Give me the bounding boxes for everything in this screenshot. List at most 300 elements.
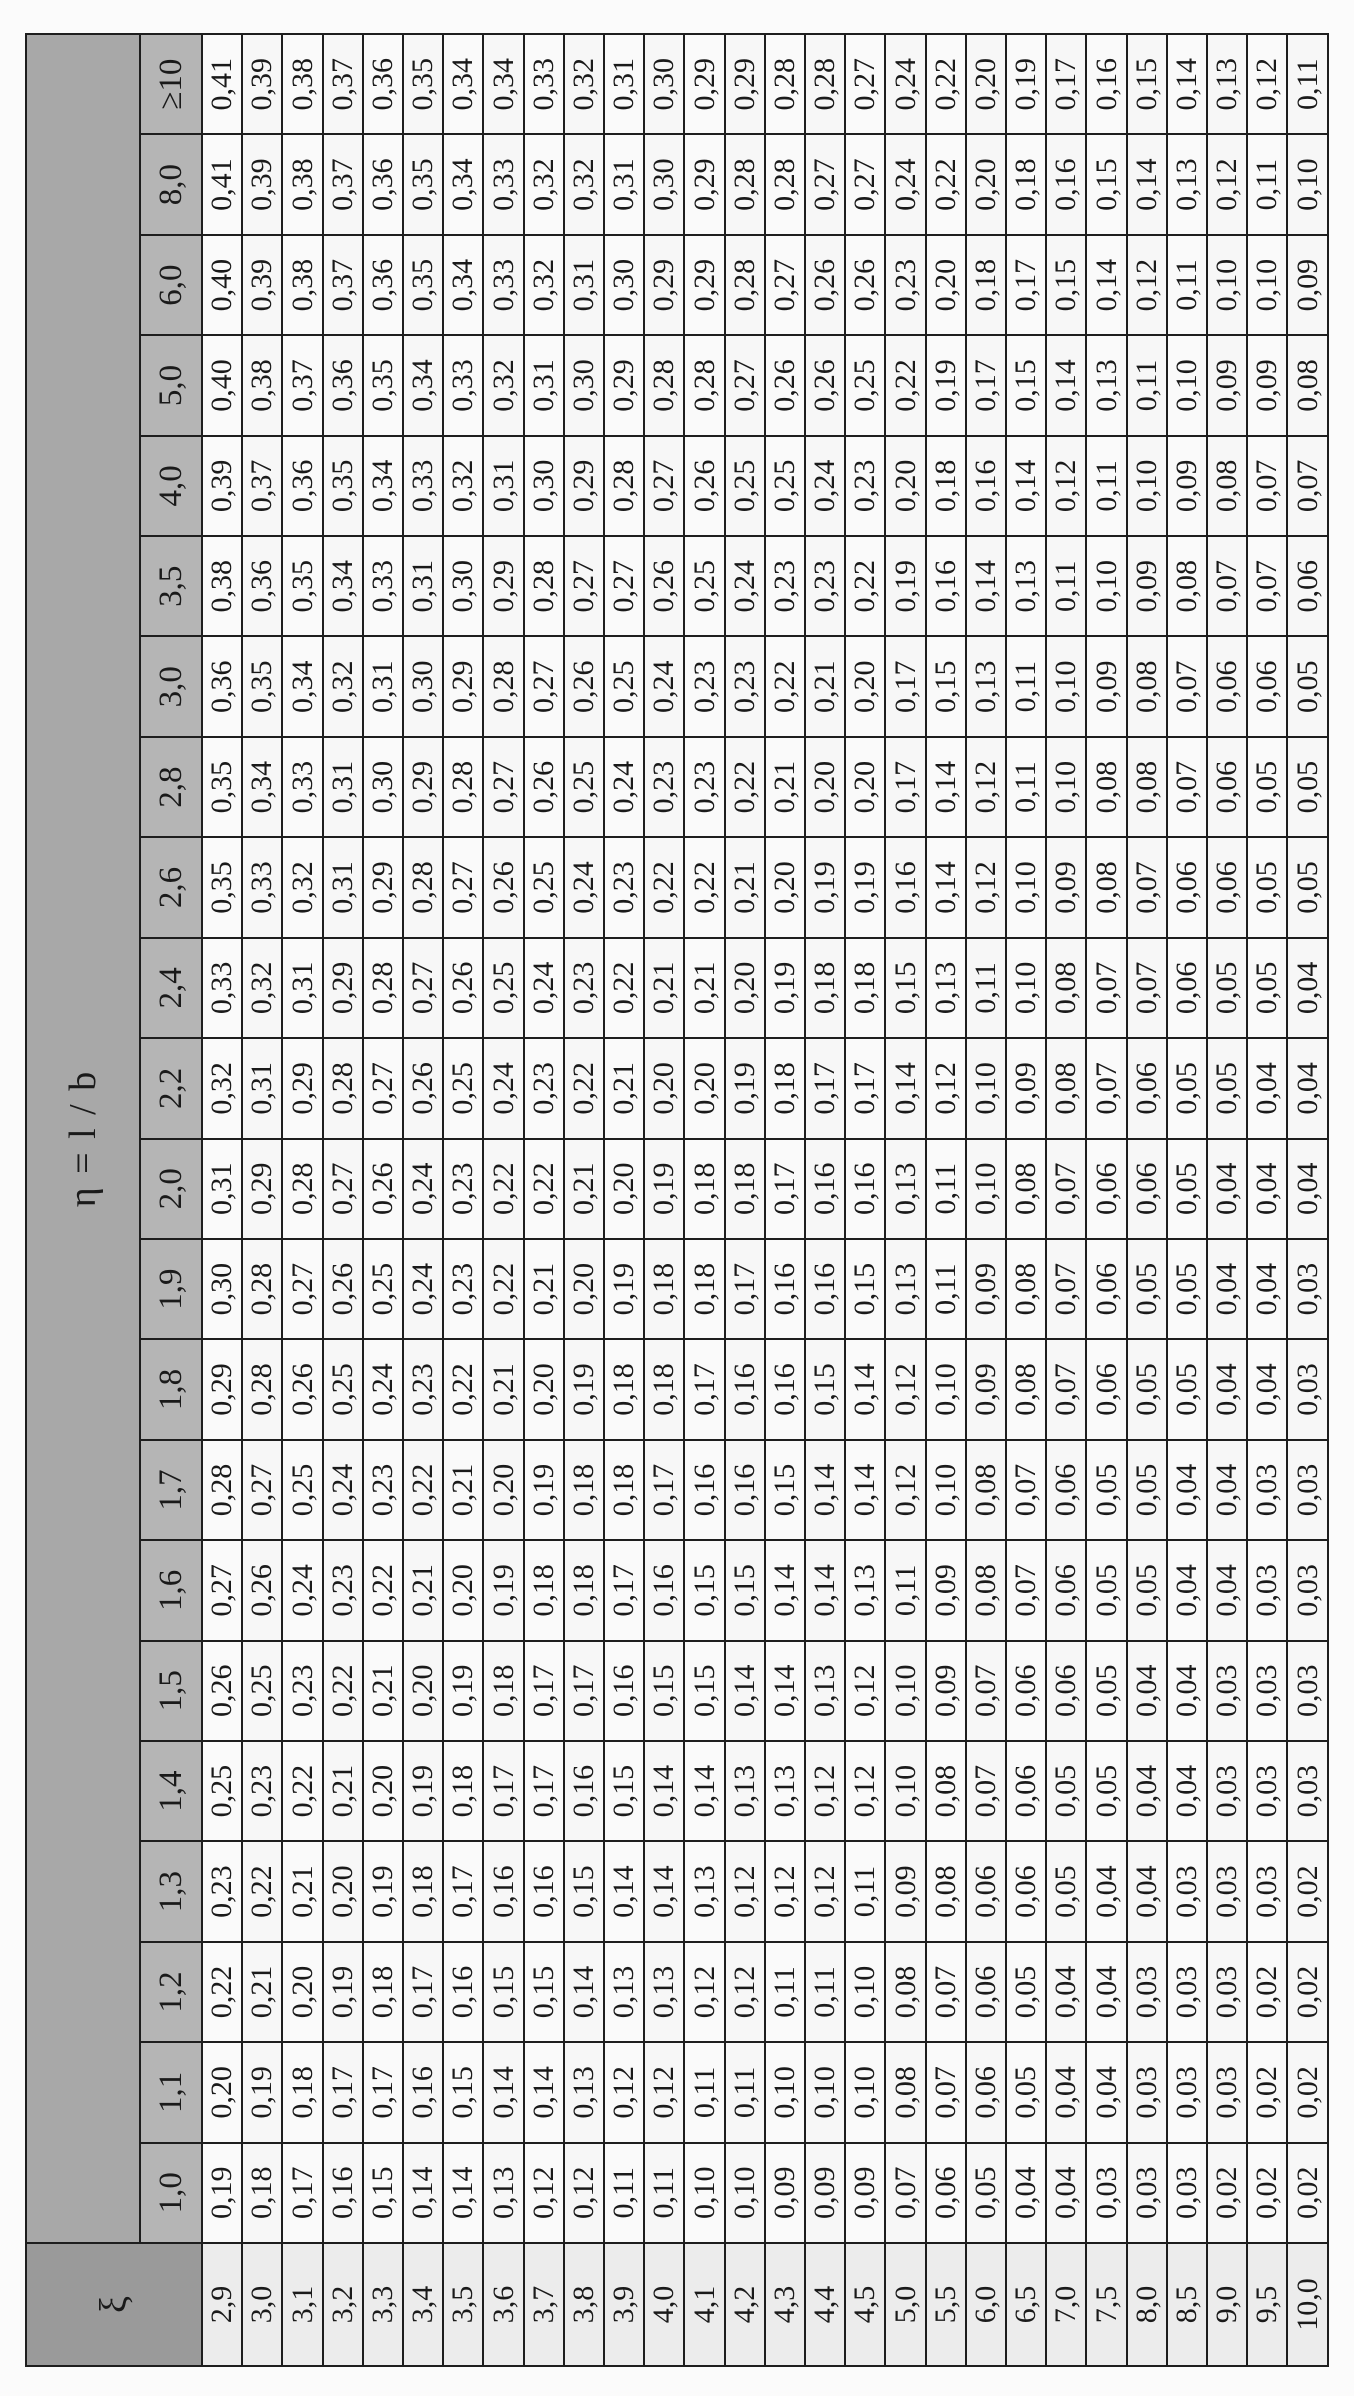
table-cell: 0,26 bbox=[363, 1139, 403, 1239]
table-cell: 0,04 bbox=[1207, 1139, 1247, 1239]
table-cell: 0,20 bbox=[644, 1038, 684, 1138]
table-cell: 0,08 bbox=[1046, 938, 1086, 1038]
rotated-table-container bbox=[25, 33, 1329, 2367]
table-cell: 0,29 bbox=[684, 34, 724, 134]
table-cell: 0,27 bbox=[242, 1440, 282, 1540]
table-cell: 0,26 bbox=[684, 436, 724, 536]
table-cell: 0,05 bbox=[1127, 1440, 1167, 1540]
table-row bbox=[966, 34, 1006, 2366]
table-cell: 0,14 bbox=[483, 2042, 523, 2142]
table-cell: 0,03 bbox=[1207, 1741, 1247, 1841]
table-cell: 0,12 bbox=[564, 2143, 604, 2243]
table-cell: 0,04 bbox=[1287, 938, 1328, 1038]
table-cell: 0,23 bbox=[443, 1239, 483, 1339]
table-cell: 0,28 bbox=[202, 1440, 242, 1540]
table-cell: 0,35 bbox=[403, 134, 443, 234]
table-cell: 0,06 bbox=[1127, 1038, 1167, 1138]
table-cell: 0,03 bbox=[1167, 2042, 1207, 2142]
table-cell: 0,19 bbox=[926, 335, 966, 435]
table-cell: 0,25 bbox=[323, 1339, 363, 1439]
table-cell: 0,11 bbox=[966, 938, 1006, 1038]
table-cell: 0,14 bbox=[845, 1440, 885, 1540]
row-label-xi: 7,0 bbox=[1046, 2243, 1086, 2366]
table-cell: 0,04 bbox=[1006, 2143, 1046, 2243]
table-cell: 0,19 bbox=[805, 837, 845, 937]
table-cell: 0,02 bbox=[1207, 2143, 1247, 2243]
table-cell: 0,12 bbox=[885, 1440, 925, 1540]
table-cell: 0,10 bbox=[1287, 134, 1328, 234]
table-cell: 0,10 bbox=[926, 1440, 966, 1540]
table-cell: 0,26 bbox=[765, 335, 805, 435]
row-label-xi: 5,5 bbox=[926, 2243, 966, 2366]
table-cell: 0,08 bbox=[885, 1942, 925, 2042]
table-cell: 0,07 bbox=[1006, 1440, 1046, 1540]
table-cell: 0,24 bbox=[885, 34, 925, 134]
table-row bbox=[242, 34, 282, 2366]
table-cell: 0,18 bbox=[966, 235, 1006, 335]
row-label-xi: 3,6 bbox=[483, 2243, 523, 2366]
table-cell: 0,39 bbox=[242, 134, 282, 234]
table-cell: 0,05 bbox=[1127, 1339, 1167, 1439]
table-cell: 0,33 bbox=[524, 34, 564, 134]
table-cell: 0,03 bbox=[1207, 2042, 1247, 2142]
table-cell: 0,22 bbox=[926, 134, 966, 234]
table-cell: 0,07 bbox=[1046, 1339, 1086, 1439]
table-cell: 0,10 bbox=[966, 1139, 1006, 1239]
table-cell: 0,14 bbox=[1167, 34, 1207, 134]
table-cell: 0,33 bbox=[363, 536, 403, 636]
table-cell: 0,04 bbox=[1167, 1641, 1207, 1741]
table-cell: 0,19 bbox=[644, 1139, 684, 1239]
table-cell: 0,03 bbox=[1287, 1239, 1328, 1339]
table-cell: 0,03 bbox=[1287, 1741, 1328, 1841]
table-cell: 0,17 bbox=[725, 1239, 765, 1339]
table-cell: 0,07 bbox=[885, 2143, 925, 2243]
table-cell: 0,08 bbox=[1046, 1038, 1086, 1138]
table-cell: 0,25 bbox=[242, 1641, 282, 1741]
table-cell: 0,03 bbox=[1247, 1841, 1287, 1941]
table-cell: 0,13 bbox=[885, 1139, 925, 1239]
table-cell: 0,23 bbox=[403, 1339, 443, 1439]
row-label-xi: 10,0 bbox=[1287, 2243, 1328, 2366]
table-cell: 0,09 bbox=[1086, 637, 1126, 737]
table-cell: 0,05 bbox=[1006, 2042, 1046, 2142]
table-cell: 0,10 bbox=[1207, 235, 1247, 335]
table-cell: 0,26 bbox=[564, 637, 604, 737]
table-cell: 0,31 bbox=[564, 235, 604, 335]
table-cell: 0,11 bbox=[805, 1942, 845, 2042]
table-cell: 0,34 bbox=[443, 34, 483, 134]
table-cell: 0,11 bbox=[926, 1139, 966, 1239]
table-cell: 0,21 bbox=[323, 1741, 363, 1841]
table-row bbox=[684, 34, 724, 2366]
table-cell: 0,13 bbox=[564, 2042, 604, 2142]
table-cell: 0,15 bbox=[725, 1540, 765, 1640]
table-cell: 0,25 bbox=[282, 1440, 322, 1540]
table-cell: 0,19 bbox=[403, 1741, 443, 1841]
table-cell: 0,22 bbox=[483, 1139, 523, 1239]
table-cell: 0,31 bbox=[483, 436, 523, 536]
table-cell: 0,15 bbox=[363, 2143, 403, 2243]
table-cell: 0,08 bbox=[966, 1540, 1006, 1640]
table-cell: 0,09 bbox=[966, 1239, 1006, 1339]
table-cell: 0,19 bbox=[524, 1440, 564, 1540]
row-label-xi: 8,0 bbox=[1127, 2243, 1167, 2366]
table-cell: 0,14 bbox=[725, 1641, 765, 1741]
table-cell: 0,11 bbox=[725, 2042, 765, 2142]
table-row bbox=[725, 34, 765, 2366]
table-cell: 0,30 bbox=[443, 536, 483, 636]
table-cell: 0,12 bbox=[1127, 235, 1167, 335]
table-cell: 0,28 bbox=[242, 1239, 282, 1339]
table-cell: 0,12 bbox=[966, 737, 1006, 837]
table-cell: 0,06 bbox=[1207, 737, 1247, 837]
table-cell: 0,18 bbox=[845, 938, 885, 1038]
table-cell: 0,29 bbox=[684, 134, 724, 234]
table-cell: 0,12 bbox=[765, 1841, 805, 1941]
table-cell: 0,28 bbox=[443, 737, 483, 837]
table-cell: 0,15 bbox=[564, 1841, 604, 1941]
table-cell: 0,22 bbox=[483, 1239, 523, 1339]
table-cell: 0,21 bbox=[403, 1540, 443, 1640]
table-cell: 0,03 bbox=[1167, 2143, 1207, 2243]
table-cell: 0,17 bbox=[443, 1841, 483, 1941]
table-cell: 0,11 bbox=[604, 2143, 644, 2243]
table-cell: 0,36 bbox=[242, 536, 282, 636]
table-cell: 0,27 bbox=[845, 34, 885, 134]
table-cell: 0,16 bbox=[1086, 34, 1126, 134]
table-cell: 0,22 bbox=[684, 837, 724, 937]
table-cell: 0,20 bbox=[684, 1038, 724, 1138]
table-cell: 0,29 bbox=[483, 536, 523, 636]
table-cell: 0,09 bbox=[1046, 837, 1086, 937]
table-cell: 0,32 bbox=[483, 335, 523, 435]
table-cell: 0,02 bbox=[1287, 1841, 1328, 1941]
table-cell: 0,28 bbox=[524, 536, 564, 636]
table-cell: 0,30 bbox=[644, 134, 684, 234]
table-cell: 0,14 bbox=[644, 1841, 684, 1941]
table-cell: 0,17 bbox=[1006, 235, 1046, 335]
table-cell: 0,08 bbox=[1287, 335, 1328, 435]
table-cell: 0,09 bbox=[885, 1841, 925, 1941]
table-cell: 0,07 bbox=[1247, 536, 1287, 636]
table-cell: 0,24 bbox=[805, 436, 845, 536]
table-row bbox=[282, 34, 322, 2366]
table-cell: 0,18 bbox=[765, 1038, 805, 1138]
table-cell: 0,10 bbox=[1046, 737, 1086, 837]
table-cell: 0,26 bbox=[805, 335, 845, 435]
table-cell: 0,24 bbox=[363, 1339, 403, 1439]
table-cell: 0,22 bbox=[926, 34, 966, 134]
table-cell: 0,27 bbox=[202, 1540, 242, 1640]
table-cell: 0,08 bbox=[1006, 1339, 1046, 1439]
column-header: 1,3 bbox=[140, 1841, 202, 1941]
column-header: 6,0 bbox=[140, 235, 202, 335]
table-cell: 0,06 bbox=[1046, 1440, 1086, 1540]
table-cell: 0,22 bbox=[403, 1440, 443, 1540]
table-cell: 0,05 bbox=[1086, 1540, 1126, 1640]
table-cell: 0,35 bbox=[282, 536, 322, 636]
table-cell: 0,17 bbox=[1046, 34, 1086, 134]
table-cell: 0,18 bbox=[242, 2143, 282, 2243]
table-cell: 0,15 bbox=[885, 938, 925, 1038]
table-cell: 0,08 bbox=[885, 2042, 925, 2142]
table-cell: 0,10 bbox=[1006, 938, 1046, 1038]
table-cell: 0,05 bbox=[1006, 1942, 1046, 2042]
table-cell: 0,07 bbox=[966, 1641, 1006, 1741]
table-cell: 0,26 bbox=[323, 1239, 363, 1339]
table-cell: 0,16 bbox=[524, 1841, 564, 1941]
table-cell: 0,21 bbox=[363, 1641, 403, 1741]
table-cell: 0,12 bbox=[845, 1641, 885, 1741]
table-cell: 0,06 bbox=[1287, 536, 1328, 636]
table-cell: 0,15 bbox=[926, 637, 966, 737]
table-cell: 0,32 bbox=[524, 134, 564, 234]
table-cell: 0,16 bbox=[805, 1239, 845, 1339]
table-cell: 0,04 bbox=[1207, 1239, 1247, 1339]
table-cell: 0,18 bbox=[483, 1641, 523, 1741]
table-cell: 0,14 bbox=[443, 2143, 483, 2243]
table-cell: 0,33 bbox=[403, 436, 443, 536]
column-header: 3,0 bbox=[140, 637, 202, 737]
table-cell: 0,12 bbox=[644, 2042, 684, 2142]
table-cell: 0,06 bbox=[1006, 1841, 1046, 1941]
table-cell: 0,09 bbox=[1167, 436, 1207, 536]
table-cell: 0,15 bbox=[684, 1641, 724, 1741]
table-cell: 0,28 bbox=[725, 134, 765, 234]
table-head bbox=[26, 34, 202, 2366]
table-cell: 0,34 bbox=[443, 134, 483, 234]
row-label-xi: 4,5 bbox=[845, 2243, 885, 2366]
table-cell: 0,28 bbox=[604, 436, 644, 536]
table-cell: 0,29 bbox=[363, 837, 403, 937]
column-header: 1,1 bbox=[140, 2042, 202, 2142]
table-cell: 0,03 bbox=[1167, 1942, 1207, 2042]
table-cell: 0,40 bbox=[202, 235, 242, 335]
table-cell: 0,18 bbox=[564, 1440, 604, 1540]
table-cell: 0,31 bbox=[403, 536, 443, 636]
table-cell: 0,33 bbox=[483, 235, 523, 335]
table-cell: 0,21 bbox=[443, 1440, 483, 1540]
table-cell: 0,06 bbox=[1046, 1641, 1086, 1741]
table-cell: 0,09 bbox=[966, 1339, 1006, 1439]
table-cell: 0,03 bbox=[1207, 1841, 1247, 1941]
table-cell: 0,08 bbox=[926, 1741, 966, 1841]
table-cell: 0,10 bbox=[1006, 837, 1046, 937]
table-cell: 0,24 bbox=[403, 1139, 443, 1239]
table-cell: 0,15 bbox=[684, 1540, 724, 1640]
table-cell: 0,05 bbox=[1046, 1741, 1086, 1841]
table-cell: 0,13 bbox=[765, 1741, 805, 1841]
table-cell: 0,03 bbox=[1127, 1942, 1167, 2042]
column-header-row bbox=[140, 34, 202, 2366]
table-row bbox=[1247, 34, 1287, 2366]
table-cell: 0,11 bbox=[1247, 134, 1287, 234]
table-cell: 0,09 bbox=[765, 2143, 805, 2243]
table-cell: 0,27 bbox=[282, 1239, 322, 1339]
table-body bbox=[202, 34, 1328, 2366]
table-cell: 0,35 bbox=[242, 637, 282, 737]
table-cell: 0,11 bbox=[1127, 335, 1167, 435]
table-cell: 0,13 bbox=[725, 1741, 765, 1841]
table-cell: 0,07 bbox=[1167, 637, 1207, 737]
table-cell: 0,06 bbox=[1247, 637, 1287, 737]
table-cell: 0,30 bbox=[202, 1239, 242, 1339]
table-row bbox=[443, 34, 483, 2366]
table-cell: 0,28 bbox=[684, 335, 724, 435]
table-cell: 0,22 bbox=[524, 1139, 564, 1239]
table-cell: 0,07 bbox=[1086, 1038, 1126, 1138]
row-label-xi: 9,5 bbox=[1247, 2243, 1287, 2366]
table-cell: 0,17 bbox=[282, 2143, 322, 2243]
table-cell: 0,29 bbox=[564, 436, 604, 536]
table-row bbox=[765, 34, 805, 2366]
row-label-xi: 9,0 bbox=[1207, 2243, 1247, 2366]
table-cell: 0,16 bbox=[644, 1540, 684, 1640]
row-label-xi: 3,2 bbox=[323, 2243, 363, 2366]
table-cell: 0,19 bbox=[885, 536, 925, 636]
table-cell: 0,04 bbox=[1167, 1741, 1207, 1841]
table-cell: 0,17 bbox=[644, 1440, 684, 1540]
table-cell: 0,30 bbox=[403, 637, 443, 737]
table-cell: 0,20 bbox=[765, 837, 805, 937]
table-cell: 0,18 bbox=[1006, 134, 1046, 234]
table-cell: 0,31 bbox=[604, 134, 644, 234]
table-cell: 0,26 bbox=[443, 938, 483, 1038]
table-cell: 0,05 bbox=[1086, 1440, 1126, 1540]
column-header: 1,6 bbox=[140, 1540, 202, 1640]
table-cell: 0,10 bbox=[805, 2042, 845, 2142]
table-cell: 0,21 bbox=[282, 1841, 322, 1941]
table-cell: 0,20 bbox=[443, 1540, 483, 1640]
table-cell: 0,16 bbox=[684, 1440, 724, 1540]
table-cell: 0,07 bbox=[1006, 1540, 1046, 1640]
table-cell: 0,06 bbox=[966, 2042, 1006, 2142]
table-cell: 0,38 bbox=[282, 134, 322, 234]
table-cell: 0,03 bbox=[1287, 1440, 1328, 1540]
table-cell: 0,29 bbox=[202, 1339, 242, 1439]
table-cell: 0,26 bbox=[644, 536, 684, 636]
table-cell: 0,06 bbox=[1127, 1139, 1167, 1239]
table-cell: 0,36 bbox=[323, 335, 363, 435]
table-cell: 0,31 bbox=[524, 335, 564, 435]
table-cell: 0,27 bbox=[323, 1139, 363, 1239]
table-cell: 0,15 bbox=[805, 1339, 845, 1439]
table-cell: 0,28 bbox=[403, 837, 443, 937]
table-cell: 0,10 bbox=[885, 1641, 925, 1741]
table-cell: 0,29 bbox=[403, 737, 443, 837]
table-cell: 0,31 bbox=[323, 837, 363, 937]
column-header: 5,0 bbox=[140, 335, 202, 435]
table-cell: 0,25 bbox=[684, 536, 724, 636]
table-row bbox=[483, 34, 523, 2366]
table-cell: 0,19 bbox=[242, 2042, 282, 2142]
table-cell: 0,05 bbox=[1247, 837, 1287, 937]
table-cell: 0,04 bbox=[1127, 1741, 1167, 1841]
table-cell: 0,05 bbox=[1127, 1540, 1167, 1640]
table-cell: 0,17 bbox=[524, 1641, 564, 1741]
table-cell: 0,09 bbox=[1287, 235, 1328, 335]
table-cell: 0,14 bbox=[1046, 335, 1086, 435]
table-cell: 0,09 bbox=[845, 2143, 885, 2243]
table-cell: 0,26 bbox=[805, 235, 845, 335]
table-cell: 0,28 bbox=[765, 34, 805, 134]
table-cell: 0,30 bbox=[363, 737, 403, 837]
table-cell: 0,13 bbox=[604, 1942, 644, 2042]
table-cell: 0,23 bbox=[323, 1540, 363, 1640]
table-cell: 0,27 bbox=[564, 536, 604, 636]
table-cell: 0,24 bbox=[885, 134, 925, 234]
table-cell: 0,06 bbox=[1086, 1139, 1126, 1239]
table-cell: 0,14 bbox=[1086, 235, 1126, 335]
table-cell: 0,07 bbox=[926, 1942, 966, 2042]
table-cell: 0,08 bbox=[1127, 637, 1167, 737]
table-cell: 0,31 bbox=[282, 938, 322, 1038]
table-row bbox=[805, 34, 845, 2366]
table-cell: 0,29 bbox=[443, 637, 483, 737]
table-cell: 0,16 bbox=[483, 1841, 523, 1941]
table-cell: 0,33 bbox=[202, 938, 242, 1038]
table-cell: 0,03 bbox=[1287, 1540, 1328, 1640]
table-cell: 0,25 bbox=[604, 637, 644, 737]
column-header: 2,6 bbox=[140, 837, 202, 937]
row-label-xi: 4,4 bbox=[805, 2243, 845, 2366]
table-cell: 0,14 bbox=[684, 1741, 724, 1841]
table-cell: 0,07 bbox=[1247, 436, 1287, 536]
table-cell: 0,07 bbox=[1207, 536, 1247, 636]
row-label-xi: 4,1 bbox=[684, 2243, 724, 2366]
table-cell: 0,28 bbox=[363, 938, 403, 1038]
table-cell: 0,22 bbox=[845, 536, 885, 636]
table-cell: 0,18 bbox=[564, 1540, 604, 1640]
table-cell: 0,18 bbox=[684, 1239, 724, 1339]
row-label-xi: 8,5 bbox=[1167, 2243, 1207, 2366]
table-cell: 0,41 bbox=[202, 134, 242, 234]
table-cell: 0,06 bbox=[1006, 1641, 1046, 1741]
table-cell: 0,32 bbox=[202, 1038, 242, 1138]
table-cell: 0,27 bbox=[443, 837, 483, 937]
table-cell: 0,05 bbox=[966, 2143, 1006, 2243]
table-cell: 0,10 bbox=[1046, 637, 1086, 737]
table-cell: 0,06 bbox=[1086, 1339, 1126, 1439]
table-cell: 0,35 bbox=[202, 837, 242, 937]
table-cell: 0,17 bbox=[403, 1942, 443, 2042]
table-cell: 0,26 bbox=[403, 1038, 443, 1138]
table-cell: 0,13 bbox=[1167, 134, 1207, 234]
table-cell: 0,06 bbox=[1167, 837, 1207, 937]
table-cell: 0,08 bbox=[1127, 737, 1167, 837]
table-cell: 0,24 bbox=[323, 1440, 363, 1540]
table-row bbox=[885, 34, 925, 2366]
table-cell: 0,08 bbox=[1207, 436, 1247, 536]
table-cell: 0,14 bbox=[524, 2042, 564, 2142]
table-cell: 0,05 bbox=[1046, 1841, 1086, 1941]
table-cell: 0,23 bbox=[845, 436, 885, 536]
table-cell: 0,12 bbox=[1207, 134, 1247, 234]
table-cell: 0,02 bbox=[1287, 1942, 1328, 2042]
table-row bbox=[363, 34, 403, 2366]
table-cell: 0,32 bbox=[564, 34, 604, 134]
row-label-xi: 3,9 bbox=[604, 2243, 644, 2366]
table-cell: 0,12 bbox=[524, 2143, 564, 2243]
table-cell: 0,22 bbox=[323, 1641, 363, 1741]
table-cell: 0,19 bbox=[202, 2143, 242, 2243]
table-cell: 0,02 bbox=[1247, 2042, 1287, 2142]
table-cell: 0,14 bbox=[885, 1038, 925, 1138]
table-cell: 0,38 bbox=[242, 335, 282, 435]
table-cell: 0,14 bbox=[926, 837, 966, 937]
table-cell: 0,34 bbox=[363, 436, 403, 536]
